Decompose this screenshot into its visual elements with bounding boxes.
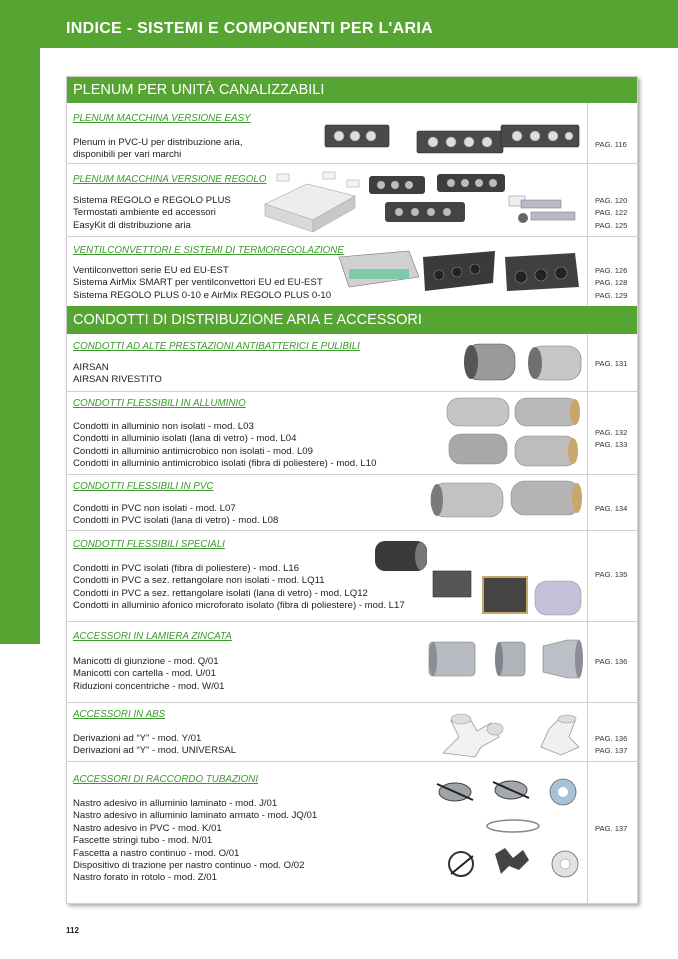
page-refs [595, 195, 627, 232]
description-line: Condotti in alluminio isolati (lana di vetro) - mod. L04 [73, 433, 297, 445]
page-ref: PAG. 134 [595, 504, 628, 513]
description-line: Condotti in PVC non isolati - mod. L07 [73, 503, 236, 514]
aluminium-ducts-image [445, 394, 585, 472]
row-description [73, 503, 278, 528]
description-line: Termostati ambiente ed accessori [73, 207, 216, 219]
page-refs [595, 733, 627, 758]
index-row-plenum-regolo[interactable] [67, 164, 637, 237]
description-line: Sistema AirMix SMART per ventilconvettori EU ed EU-EST [73, 277, 323, 289]
page-ref: PAG. 132 [595, 428, 628, 437]
description-line: Derivazioni ad “Y” - mod. UNIVERSAL [73, 745, 237, 757]
row-description [73, 733, 236, 758]
row-subtitle[interactable]: ACCESSORI IN LAMIERA ZINCATA [73, 631, 232, 642]
row-description [73, 362, 162, 387]
page-refs [595, 569, 627, 581]
row-description [73, 421, 376, 471]
row-description [73, 137, 243, 162]
page-ref: PAG. 116 [595, 140, 627, 149]
row-subtitle[interactable]: ACCESSORI DI RACCORDO TUBAZIONI [73, 774, 259, 785]
row-description [73, 265, 331, 302]
description-line: Condotti in alluminio non isolati - mod. L03 [73, 421, 254, 432]
description-line: Condotti in PVC a sez. rettangolare non isolati - mod. LQ11 [73, 575, 325, 587]
description-line: Fascette stringi tubo - mod. N/01 [73, 835, 213, 847]
index-row-pvc[interactable] [67, 475, 637, 531]
page-ref: PAG. 120 [595, 196, 628, 205]
description-line: Dispositivo di trazione per nastro continuo - mod. O/02 [73, 859, 305, 871]
description-line: Derivazioni ad “Y” - mod. Y/01 [73, 733, 202, 744]
page-ref: PAG. 133 [595, 440, 628, 450]
airsan-duct-image [459, 338, 585, 388]
description-line: AIRSAN [73, 362, 109, 373]
row-subtitle[interactable]: CONDOTTI FLESSIBILI IN PVC [73, 481, 214, 492]
row-description [73, 563, 405, 613]
description-line: Nastro forato in rotolo - mod. Z/01 [73, 872, 217, 884]
page-ref: PAG. 136 [595, 734, 628, 743]
description-line: Condotti in PVC isolati (fibra di poliestere) - mod. L16 [73, 563, 300, 574]
row-subtitle[interactable]: VENTILCONVETTORI E SISTEMI DI TERMOREGOLAZIONE [73, 245, 344, 256]
page-refs [595, 656, 627, 668]
page-ref: PAG. 136 [595, 657, 628, 666]
description-line: Condotti in alluminio afonico microforato isolato (fibra di poliestere) - mod. L17 [73, 600, 405, 612]
row-subtitle[interactable]: CONDOTTI FLESSIBILI IN ALLUMINIO [73, 398, 246, 409]
row-subtitle[interactable]: CONDOTTI FLESSIBILI SPECIALI [73, 539, 225, 550]
page-refs [595, 265, 627, 302]
description-line: Manicotti con cartella - mod. U/01 [73, 668, 216, 680]
index-row-abs[interactable] [67, 703, 637, 762]
description-line: Condotti in alluminio antimicrobico isolati (fibra di poliestere) - mod. L10 [73, 458, 377, 470]
description-line: Manicotti di giunzione - mod. Q/01 [73, 656, 219, 667]
row-subtitle[interactable]: CONDOTTI AD ALTE PRESTAZIONI ANTIBATTERICI E PULIBILI [73, 341, 360, 352]
index-row-plenum-easy[interactable] [67, 103, 637, 164]
description-line: Condotti in PVC isolati (lana di vetro) - mod. L08 [73, 515, 279, 527]
description-line: Sistema REGOLO PLUS 0-10 e AirMix REGOLO PLUS 0-10 [73, 289, 332, 301]
index-panel [66, 76, 638, 904]
index-row-alluminio[interactable] [67, 392, 637, 475]
row-subtitle[interactable]: PLENUM MACCHINA VERSIONE REGOLO [73, 174, 267, 185]
description-line: Ventilconvettori serie EU ed EU-EST [73, 265, 229, 276]
page-ref: PAG. 126 [595, 266, 628, 275]
description-line: Riduzioni concentriche - mod. W/01 [73, 680, 225, 692]
page-ref: PAG. 131 [595, 359, 628, 368]
description-line: Plenum in PVC-U per distribuzione aria, [73, 137, 243, 148]
description-line: disponibili per vari marchi [73, 149, 182, 161]
page-ref: PAG. 122 [595, 208, 628, 218]
section-header-condotti: CONDOTTI DI DISTRIBUZIONE ARIA E ACCESSORI [67, 306, 637, 334]
index-row-raccordo[interactable] [67, 762, 637, 903]
page-refs [595, 139, 627, 151]
fancoil-units-image [335, 247, 585, 303]
page-refs [595, 823, 627, 835]
row-subtitle[interactable]: ACCESSORI IN ABS [73, 709, 166, 720]
pvc-ducts-image [429, 479, 585, 527]
description-line: EasyKit di distribuzione aria [73, 219, 191, 231]
index-row-lamiera[interactable] [67, 622, 637, 703]
description-line: AIRSAN RIVESTITO [73, 374, 162, 386]
page-column [587, 103, 638, 163]
row-subtitle[interactable]: PLENUM MACCHINA VERSIONE EASY [73, 113, 251, 124]
page-refs [595, 503, 627, 515]
description-line: Fascetta a nastro continuo - mod. O/01 [73, 847, 240, 859]
page-number: 112 [66, 926, 79, 935]
row-description [73, 798, 317, 885]
description-line: Condotti in alluminio antimicrobico non isolati - mod. L09 [73, 445, 313, 457]
page-ref: PAG. 135 [595, 570, 628, 579]
description-line: Nastro adesivo in alluminio laminato armato - mod. JQ/01 [73, 810, 318, 822]
plenum-boxes-image [323, 121, 583, 161]
galvanized-fittings-image [425, 636, 585, 682]
section-header-plenum: PLENUM PER UNITÀ CANALIZZABILI [67, 77, 637, 103]
page-refs [595, 358, 627, 370]
description-line: Sistema REGOLO e REGOLO PLUS [73, 195, 231, 206]
description-line: Nastro adesivo in PVC - mod. K/01 [73, 822, 222, 834]
description-line: Condotti in PVC a sez. rettangolare isolati (lana di vetro) - mod. LQ12 [73, 587, 368, 599]
page-ref: PAG. 137 [595, 746, 628, 756]
page-ref: PAG. 128 [595, 278, 628, 288]
description-line: Nastro adesivo in alluminio laminato - mod. J/01 [73, 798, 278, 809]
side-accent-bar [0, 48, 40, 644]
abs-y-fittings-image [429, 707, 585, 759]
tape-and-clamps-image [433, 774, 585, 898]
row-description [73, 656, 224, 693]
page-refs [595, 427, 627, 452]
index-row-speciali[interactable] [67, 531, 637, 622]
index-row-ventilconvettori[interactable] [67, 237, 637, 306]
regolo-system-image [257, 166, 587, 236]
page-ref: PAG. 125 [595, 220, 628, 230]
page-title: INDICE - SISTEMI E COMPONENTI PER L'ARIA [66, 20, 433, 37]
index-row-airsan[interactable] [67, 334, 637, 392]
special-ducts-image [371, 537, 585, 619]
page-ref: PAG. 137 [595, 824, 628, 833]
page-ref: PAG. 129 [595, 290, 628, 300]
row-description [73, 195, 231, 232]
